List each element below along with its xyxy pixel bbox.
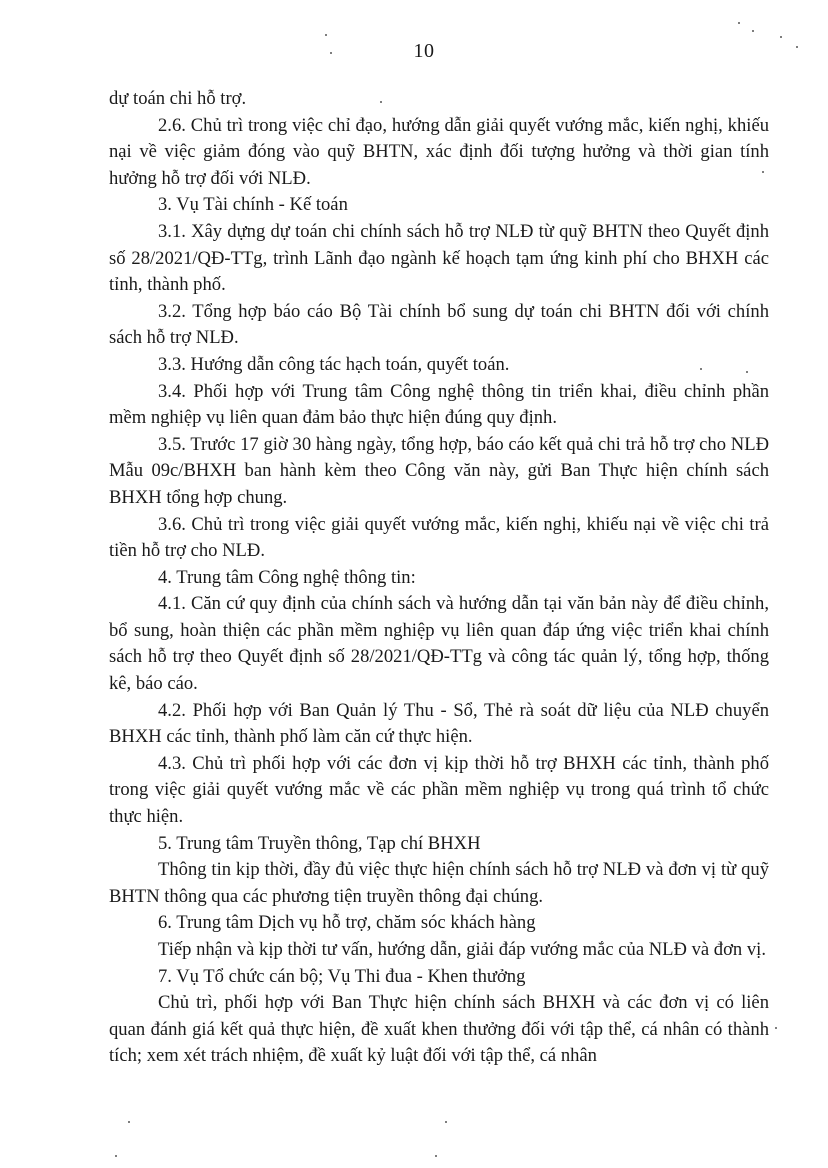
scan-speck [762,171,764,173]
scan-speck [128,1121,130,1123]
paragraph-continuation: dự toán chi hỗ trợ. [109,88,247,109]
section-heading-4: 4. Trung tâm Công nghệ thông tin: [158,566,416,588]
scan-speck [738,22,740,24]
paragraph-3-4: 3.4. Phối hợp với Trung tâm Công nghệ thông tin triển khai, điều chỉnh phần mềm nghiệp vụ liên quan đảm bảo thực hiện đúng quy định. [109,380,769,429]
section-heading-5: 5. Trung tâm Truyền thông, Tạp chí BHXH [158,832,481,854]
scan-speck [780,36,782,38]
scan-speck [775,1027,777,1029]
scan-speck [752,30,754,32]
paragraph-5-body: Thông tin kịp thời, đầy đủ việc thực hiện chính sách hỗ trợ NLĐ và đơn vị từ quỹ BHTN thông qua các phương tiện truyền thông đại chúng. [109,859,769,907]
scan-speck [325,34,327,36]
paragraph-3-2: 3.2. Tổng hợp báo cáo Bộ Tài chính bổ sung dự toán chi BHTN đối với chính sách hỗ trợ NLĐ. [109,300,769,349]
page-number: 10 [413,40,435,62]
scan-speck [330,52,332,54]
paragraph-7-body: Chủ trì, phối hợp với Ban Thực hiện chính sách BHXH và các đơn vị có liên quan đánh giá kết quả thực hiện, đề xuất khen thưởng đối với tập thể, cá nhân có thành tích; xem xét trách nhiệm, đề xuất kỷ luật đối với tập thể, cá nhân [109,992,769,1067]
scan-speck [796,46,798,48]
section-heading-3: 3. Vụ Tài chính - Kế toán [158,194,348,216]
paragraph-4-2: 4.2. Phối hợp với Ban Quản lý Thu - Sổ, Thẻ rà soát dữ liệu của NLĐ chuyển BHXH các tỉnh, thành phố làm căn cứ thực hiện. [109,699,769,748]
section-heading-7: 7. Vụ Tổ chức cán bộ; Vụ Thi đua - Khen thưởng [158,965,526,987]
scan-speck [435,1155,437,1157]
paragraph-4-1: 4.1. Căn cứ quy định của chính sách và hướng dẫn tại văn bản này để điều chỉnh, bổ sung, hoàn thiện các phần mềm nghiệp vụ liên quan đáp ứng việc triển khai chính sách hỗ trợ theo Quyết định số 28/2021/QĐ-TTg và công tác quản lý, tổng hợp, thống kê, báo cáo. [109,593,769,695]
paragraph-3-5: 3.5. Trước 17 giờ 30 hàng ngày, tổng hợp, báo cáo kết quả chi trả hỗ trợ cho NLĐ Mẫu 09c/BHXH ban hành kèm theo Công văn này, gửi Ban Thực hiện chính sách BHXH tổng hợp chung. [109,433,769,508]
paragraph-4-3: 4.3. Chủ trì phối hợp với các đơn vị kịp thời hỗ trợ BHXH các tỉnh, thành phố trong việc giải quyết vướng mắc về các phần mềm nghiệp vụ trong quá trình tổ chức thực hiện. [109,752,769,828]
section-heading-6: 6. Trung tâm Dịch vụ hỗ trợ, chăm sóc khách hàng [158,912,536,934]
scan-speck [746,371,748,373]
paragraph-2-6: 2.6. Chủ trì trong việc chỉ đạo, hướng dẫn giải quyết vướng mắc, kiến nghị, khiếu nại về việc giảm đóng vào quỹ BHTN, xác định đối tượng hưởng và thời gian tính hưởng hỗ trợ đối với NLĐ. [109,114,769,189]
scan-speck [445,1121,447,1123]
paragraph-3-1: 3.1. Xây dựng dự toán chi chính sách hỗ trợ NLĐ từ quỹ BHTN theo Quyết định số 28/2021/QĐ-TTg, trình Lãnh đạo ngành kế hoạch tạm ứng kinh phí cho BHXH các tỉnh, thành phố. [109,220,769,296]
scan-speck [700,368,702,370]
scan-speck [380,101,382,103]
document-body [109,86,769,1070]
scan-speck [115,1155,117,1157]
paragraph-3-6: 3.6. Chủ trì trong việc giải quyết vướng mắc, kiến nghị, khiếu nại về việc chi trả tiền hỗ trợ cho NLĐ. [109,513,769,562]
paragraph-3-3: 3.3. Hướng dẫn công tác hạch toán, quyết toán. [158,353,510,375]
paragraph-6-body: Tiếp nhận và kịp thời tư vấn, hướng dẫn, giải đáp vướng mắc của NLĐ và đơn vị. [158,939,766,960]
